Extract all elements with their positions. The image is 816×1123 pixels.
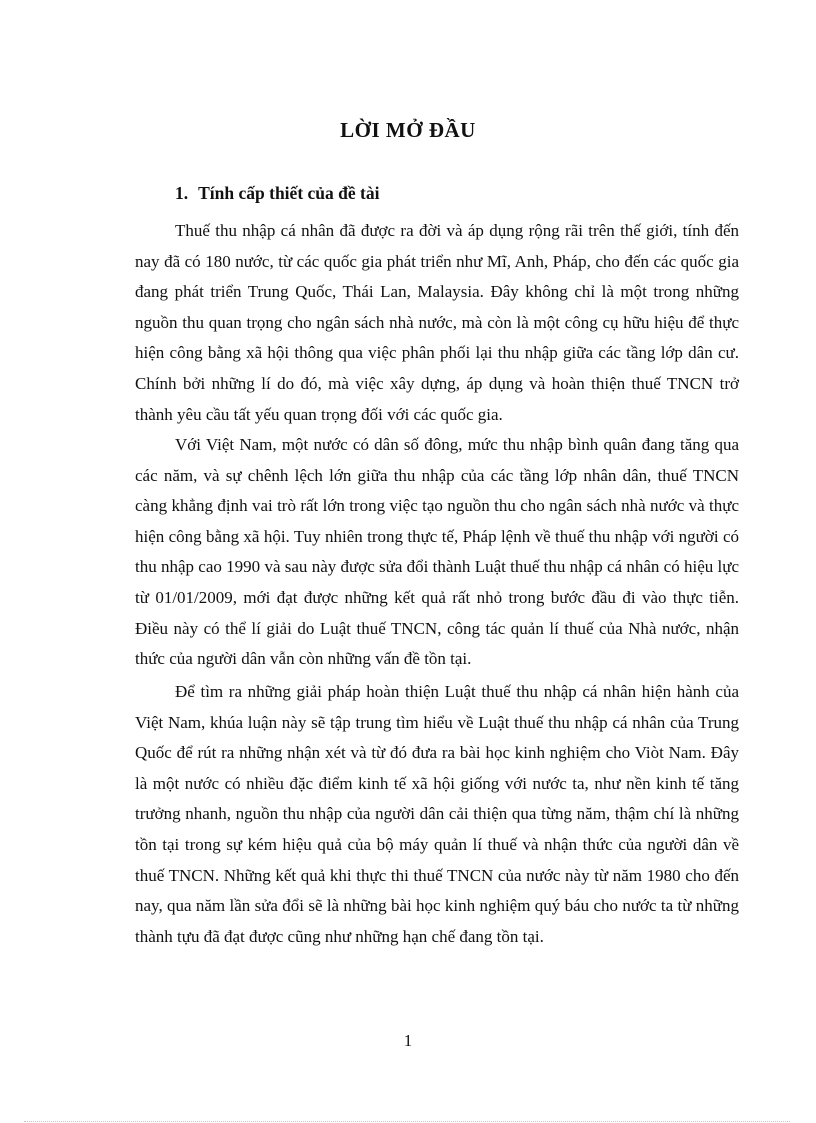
section-number: 1. bbox=[175, 183, 189, 203]
page-bottom-divider bbox=[24, 1121, 790, 1122]
page-number: 1 bbox=[403, 1031, 413, 1050]
section-title: Tính cấp thiết của đề tài bbox=[198, 183, 380, 203]
page-title: LỜI MỞ ĐẦU bbox=[340, 118, 476, 142]
paragraph-2: Với Việt Nam, một nước có dân số đông, mức thu nhập bình quân đang tăng qua các năm, và sự chênh lệch lớn giữa thu nhập của các tầng lớp nhân dân, thuế TNCN càng khẳng định vai trò rất lớn trong việc tạo nguồn thu cho ngân sách nhà nước và thực hiện công bằng xã hội. Tuy nhiên trong thực tế, Pháp lệnh về thuế thu nhập với người có thu nhập cao 1990 và sau này được sửa đổi thành Luật thuế thu nhập cá nhân có hiệu lực từ 01/01/2009, mới đạt được những kết quả rất nhỏ trong bước đầu đi vào thực tiễn. Điều này có thể lí giải do Luật thuế TNCN, công tác quản lí thuế của Nhà nước, nhận thức của người dân vẫn còn những vấn đề tồn tại. bbox=[135, 435, 739, 669]
paragraph-1: Thuế thu nhập cá nhân đã được ra đời và áp dụng rộng rãi trên thế giới, tính đến nay đã có 180 nước, từ các quốc gia phát triển như Mĩ, Anh, Pháp, cho đến các quốc gia đang phát triển Trung Quốc, Thái Lan, Malaysia. Đây không chỉ là một trong những nguồn thu quan trọng cho ngân sách nhà nước, mà còn là một công cụ hữu hiệu để thực hiện công bằng xã hội thông qua việc phân phối lại thu nhập giữa các tầng lớp dân cư. Chính bởi những lí do đó, mà việc xây dựng, áp dụng và hoàn thiện thuế TNCN trở thành yêu cầu tất yếu quan trọng đối với các quốc gia. bbox=[135, 221, 739, 424]
section-heading bbox=[175, 183, 379, 204]
paragraph-3: Để tìm ra những giải pháp hoàn thiện Luật thuế thu nhập cá nhân hiện hành của Việt Nam, khúa luận này sẽ tập trung tìm hiểu về Luật thuế thu nhập cá nhân của Trung Quốc để rút ra những nhận xét và từ đó đưa ra bài học kinh nghiệm cho Viòt Nam. Đây là một nước có nhiều đặc điểm kinh tế xã hội giống với nước ta, như nền kinh tế tăng trưởng nhanh, nguồn thu nhập của người dân cải thiện qua từng năm, thậm chí là những tồn tại trong sự kém hiệu quả của bộ máy quản lí thuế và nhận thức của người dân về thuế TNCN. Những kết quả khi thực thi thuế TNCN của nước này từ năm 1980 cho đến nay, qua năm lần sửa đổi sẽ là những bài học kinh nghiệm quý báu cho nước ta từ những thành tựu đã đạt được cũng như những hạn chế đang tồn tại. bbox=[135, 682, 739, 946]
